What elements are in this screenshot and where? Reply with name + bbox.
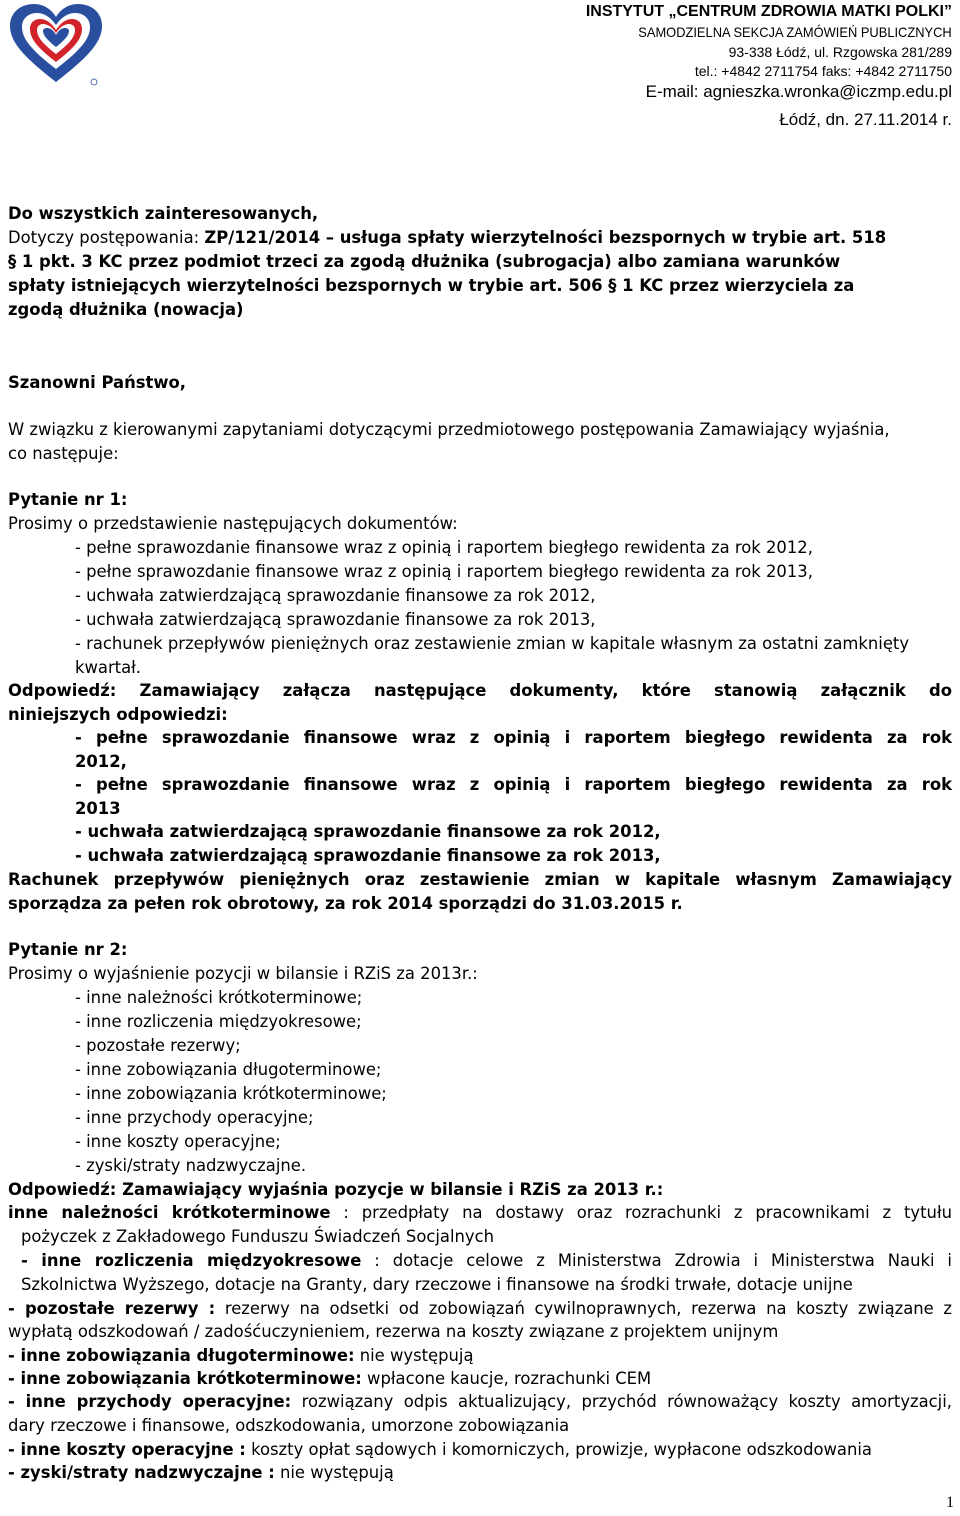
explanation-2 (21, 1250, 952, 1272)
greeting: Szanowni Państwo, (8, 373, 186, 392)
list-item: - inne należności krótkoterminowe; (75, 988, 363, 1007)
explanation-term: - inne rozliczenia międzyokresowe (21, 1251, 362, 1270)
document-date: Łódź, dn. 27.11.2014 r. (779, 110, 952, 129)
answer-2-title: Odpowiedź: Zamawiający wyjaśnia pozycje w bilansie i RZiS za 2013 r.: (8, 1180, 664, 1199)
concerns-prefix: Dotyczy postępowania: (8, 228, 205, 247)
explanation-text: wpłacone kaucje, rozrachunki CEM (361, 1369, 652, 1388)
explanation-1-cont: pożyczek z Zakładowego Funduszu Świadczeń Socjalnych (21, 1227, 495, 1246)
explanation-term: inne należności krótkoterminowe (8, 1203, 331, 1222)
explanation-term: - inne zobowiązania długoterminowe: (8, 1346, 355, 1365)
explanation-4 (8, 1345, 474, 1367)
subject-line-3: spłaty istniejących wierzytelności bezspornych w trybie art. 506 § 1 KC przez wierzyciela za (8, 276, 855, 295)
explanation-3 (8, 1298, 952, 1320)
subject-line-1 (8, 227, 886, 249)
answer-1-line-2: niniejszych odpowiedzi: (8, 705, 228, 724)
explanation-term: - inne zobowiązania krótkoterminowe: (8, 1369, 362, 1388)
cash-flow-line-2: sporządza za pełen rok obrotowy, za rok 2014 sporządzi do 31.03.2015 r. (8, 894, 683, 913)
explanation-8 (8, 1462, 394, 1484)
list-item: - inne zobowiązania długoterminowe; (75, 1060, 382, 1079)
intro-line-2: co następuje: (8, 444, 119, 463)
list-item: - inne przychody operacyjne; (75, 1108, 314, 1127)
list-item: - inne zobowiązania krótkoterminowe; (75, 1084, 387, 1103)
list-item: kwartał. (75, 658, 142, 677)
answer-1-line-1: Odpowiedź: Zamawiający załącza następujące dokumenty, które stanowią załącznik do (8, 681, 952, 700)
question-2-lead: Prosimy o wyjaśnienie pozycji w bilansie i RZiS za 2013r.: (8, 964, 478, 983)
recipients: Do wszystkich zainteresowanych, (8, 204, 319, 223)
subject-line-2: § 1 pkt. 3 KC przez podmiot trzeci za zgodą dłużnika (subrogacja) albo zamiana warunków (8, 252, 841, 271)
explanation-text: rozwiązany odpis aktualizujący, przychód równoważący koszty amortyzacji, (291, 1392, 952, 1411)
explanation-1 (8, 1202, 952, 1224)
question-2-title: Pytanie nr 2: (8, 940, 128, 959)
cash-flow-line-1: Rachunek przepływów pieniężnych oraz zestawienie zmian w kapitale własnym Zamawiający (8, 870, 952, 889)
procurement-section: SAMODZIELNA SEKCJA ZAMÓWIEŃ PUBLICZNYCH (638, 24, 952, 40)
answer-list-item: - uchwała zatwierdzającą sprawozdanie finansowe za rok 2012, (75, 822, 661, 841)
explanation-text: koszty opłat sądowych i komorniczych, prowizje, wypłacone odszkodowania (245, 1440, 872, 1459)
list-item: - inne rozliczenia międzyokresowe; (75, 1012, 362, 1031)
answer-list-item: 2012, (75, 752, 127, 771)
list-item: - uchwała zatwierdzającą sprawozdanie finansowe za rok 2012, (75, 586, 596, 605)
explanation-2-cont: Szkolnictwa Wyższego, dotacje na Granty, dary rzeczowe i finansowe na środki trwałe, dotacje unijne (21, 1275, 853, 1294)
explanation-7 (8, 1439, 872, 1461)
answer-list-item: - uchwała zatwierdzającą sprawozdanie finansowe za rok 2013, (75, 846, 661, 865)
list-item: - zyski/straty nadzwyczajne. (75, 1156, 307, 1175)
explanation-6 (8, 1391, 952, 1413)
contact-email[interactable]: E-mail: agnieszka.wronka@iczmp.edu.pl (645, 82, 952, 101)
explanation-text: : dotacje celowe z Ministerstwa Zdrowia i Ministerstwa Nauki i (361, 1251, 952, 1270)
list-item: - rachunek przepływów pieniężnych oraz zestawienie zmian w kapitale własnym za ostatni zamknięty (75, 634, 910, 653)
list-item: - pełne sprawozdanie finansowe wraz z opinią i raportem biegłego rewidenta za rok 2013, (75, 562, 813, 581)
subject-line-4: zgodą dłużnika (nowacja) (8, 300, 244, 319)
procedure-reference: ZP/121/2014 – usługa spłaty wierzytelności bezspornych w trybie art. 518 (204, 228, 887, 247)
question-1-lead: Prosimy o przedstawienie następujących dokumentów: (8, 514, 458, 533)
list-item: - pełne sprawozdanie finansowe wraz z opinią i raportem biegłego rewidenta za rok 2012, (75, 538, 813, 557)
explanation-term: - pozostałe rezerwy : (8, 1299, 216, 1318)
explanation-term: - inne koszty operacyjne : (8, 1440, 246, 1459)
explanation-text: nie występują (354, 1346, 474, 1365)
page-number: 1 (946, 1494, 954, 1511)
explanation-text: : przedpłaty na dostawy oraz rozrachunki z pracownikami z tytułu (330, 1203, 952, 1222)
institute-logo (6, 2, 106, 88)
answer-list-item: 2013 (75, 799, 121, 818)
explanation-6-cont: dary rzeczowe i finansowe, odszkodowania, umorzone zobowiązania (8, 1416, 570, 1435)
institute-name: INSTYTUT „CENTRUM ZDROWIA MATKI POLKI” (585, 3, 952, 20)
institute-address: 93-338 Łódź, ul. Rzgowska 281/289 (728, 44, 952, 60)
explanation-5 (8, 1368, 651, 1390)
contact-phone: tel.: +4842 2711754 faks: +4842 2711750 (694, 63, 952, 79)
answer-list-item: - pełne sprawozdanie finansowe wraz z opinią i raportem biegłego rewidenta za rok (75, 775, 952, 794)
explanation-text: rezerwy na odsetki od zobowiązań cywilnoprawnych, rezerwa na koszty związane z (215, 1299, 952, 1318)
explanation-term: - inne przychody operacyjne: (8, 1392, 292, 1411)
explanation-text: nie występują (274, 1463, 394, 1482)
explanation-3-cont: wypłatą odszkodowań / zadośćuczynieniem, rezerwa na koszty związane z projektem unijnym (8, 1322, 779, 1341)
list-item: - pozostałe rezerwy; (75, 1036, 241, 1055)
explanation-term: - zyski/straty nadzwyczajne : (8, 1463, 275, 1482)
list-item: - uchwała zatwierdzającą sprawozdanie finansowe za rok 2013, (75, 610, 596, 629)
list-item: - inne koszty operacyjne; (75, 1132, 281, 1151)
question-1-title: Pytanie nr 1: (8, 490, 128, 509)
answer-list-item: - pełne sprawozdanie finansowe wraz z opinią i raportem biegłego rewidenta za rok (75, 728, 952, 747)
intro-line-1: W związku z kierowanymi zapytaniami dotyczącymi przedmiotowego postępowania Zamawiający wyjaśnia, (8, 420, 890, 439)
